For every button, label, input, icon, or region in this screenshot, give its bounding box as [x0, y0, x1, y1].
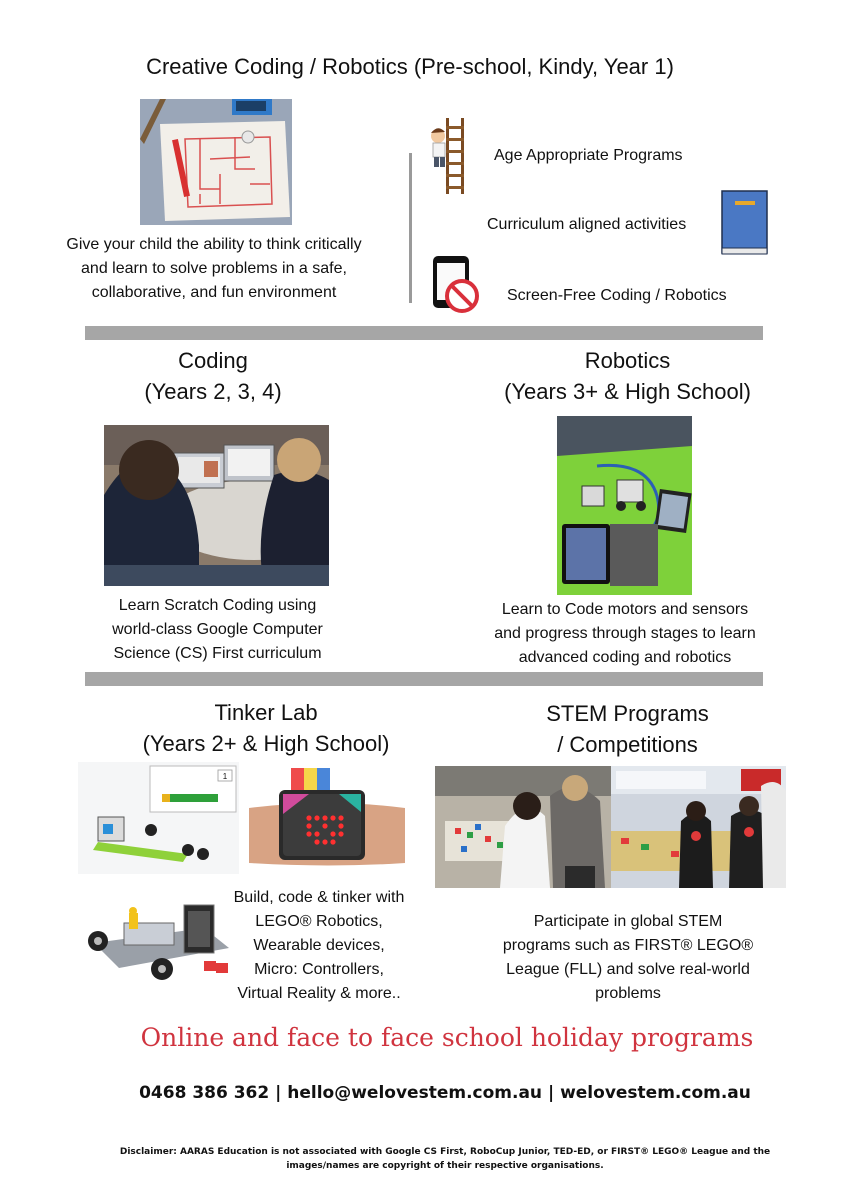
robotics-description [470, 598, 780, 670]
tinker-subtitle: (Years 2+ & High School) [142, 731, 390, 756]
no-phone-icon [431, 254, 483, 316]
robotics-line: Learn to Code motors and sensors [501, 601, 749, 618]
maze-activity-photo [140, 99, 292, 225]
disclaimer-line: images/names are copyright of their respective organisations. [286, 1161, 604, 1171]
intro-line: Give your child the ability to think critically [66, 236, 362, 253]
feature-curriculum: Curriculum aligned activities [487, 216, 687, 233]
stem-line: Participate in global STEM [533, 913, 723, 930]
coding-line: Learn Scratch Coding using [118, 597, 317, 614]
tinker-line: LEGO® Robotics, [255, 913, 383, 930]
stem-description [468, 910, 788, 1006]
screen-counter: 1 [222, 772, 228, 781]
robotics-subtitle: (Years 3+ & High School) [504, 379, 751, 404]
coding-line: Science (CS) First curriculum [113, 645, 322, 662]
tinker-title: Tinker Lab [214, 700, 318, 725]
wearable-device-photo [249, 768, 405, 872]
competition-photo-2 [611, 766, 786, 888]
coding-title: Coding [178, 348, 248, 373]
coding-line: world-class Google Computer [112, 621, 323, 638]
intro-line: and learn to solve problems in a safe, [81, 260, 347, 277]
book-icon [721, 190, 769, 256]
robotics-line: advanced coding and robotics [518, 649, 732, 666]
intro-text [48, 233, 380, 305]
disclaimer [0, 1145, 848, 1173]
section-divider [85, 672, 763, 686]
robotics-line: and progress through stages to learn [494, 625, 756, 642]
stem-heading [495, 698, 760, 760]
competition-photo-1 [435, 766, 611, 888]
stem-subtitle: / Competitions [557, 732, 698, 757]
robotics-heading [485, 345, 770, 407]
feature-age-appropriate: Age Appropriate Programs [494, 147, 683, 164]
ladder-icon [428, 118, 470, 194]
tinker-heading [130, 697, 402, 759]
coding-heading [100, 345, 326, 407]
tinker-line: Micro: Controllers, [254, 961, 384, 978]
vertical-divider [409, 153, 412, 303]
stem-line: programs such as FIRST® LEGO® [502, 937, 754, 954]
page-title: Creative Coding / Robotics (Pre-school, Kindy, Year 1) [146, 54, 674, 79]
tinker-description [220, 886, 418, 1006]
lego-coding-photo [78, 762, 239, 874]
section-divider [85, 326, 763, 340]
intro-line: collaborative, and fun environment [91, 284, 337, 301]
holiday-programs-tagline: Online and face to face school holiday programs [140, 1023, 754, 1052]
robotics-title: Robotics [584, 348, 671, 373]
stem-line: problems [595, 985, 661, 1002]
stem-title: STEM Programs [546, 701, 709, 726]
tinker-line: Wearable devices, [253, 937, 385, 954]
coding-description [90, 594, 345, 666]
lego-robot-photo [84, 893, 236, 985]
tinker-line: Virtual Reality & more.. [237, 985, 401, 1002]
feature-screen-free: Screen-Free Coding / Robotics [507, 287, 727, 304]
disclaimer-line: Disclaimer: AARAS Education is not associated with Google CS First, RoboCup Junior, TED-ED, or FIRST® LEGO® League and the [119, 1147, 771, 1157]
stem-line: League (FLL) and solve real-world [506, 961, 750, 978]
robotics-photo [557, 416, 692, 595]
tinker-line: Build, code & tinker with [233, 889, 405, 906]
coding-class-photo [104, 425, 329, 586]
contact-line[interactable]: 0468 386 362 | hello@welovestem.com.au | welovestem.com.au [139, 1083, 751, 1103]
coding-subtitle: (Years 2, 3, 4) [144, 379, 282, 404]
